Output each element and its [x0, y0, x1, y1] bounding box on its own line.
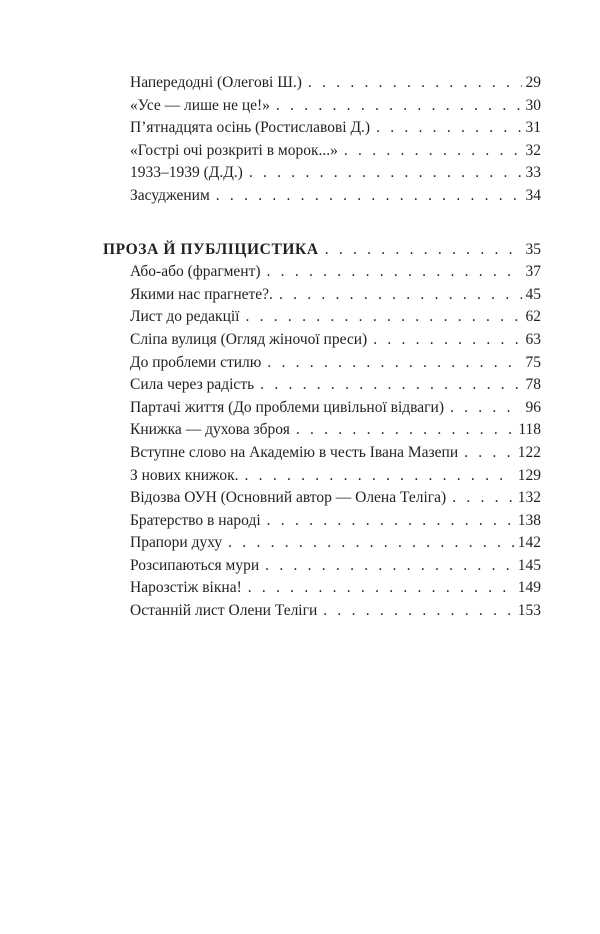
toc-entry — [130, 577, 541, 600]
dot-leader — [245, 306, 521, 329]
dot-leader — [267, 510, 514, 533]
toc-entry-page: 145 — [517, 556, 541, 574]
toc-entry — [130, 510, 541, 533]
toc-entry — [130, 140, 541, 163]
toc-entry-page: 78 — [525, 376, 541, 394]
toc-entry — [130, 306, 541, 329]
toc-entry-title: Прапори духу — [130, 534, 223, 552]
toc-entry-title: Вступне слово на Академію в честь Івана Мазепи — [130, 443, 459, 461]
toc-entry — [130, 600, 541, 623]
toc-entry-page: 32 — [525, 141, 541, 159]
toc-entry — [130, 555, 541, 578]
toc-entry-page: 149 — [517, 579, 541, 597]
toc-entry — [130, 442, 541, 465]
toc-entry-page: 122 — [517, 443, 541, 461]
toc-entry — [130, 284, 541, 307]
toc-entry — [130, 261, 541, 284]
dot-leader — [464, 442, 514, 465]
toc-entry-page: 132 — [517, 489, 541, 507]
dot-leader — [279, 284, 522, 307]
toc-entry — [130, 72, 541, 95]
toc-entry-title: Або-або (фрагмент) — [130, 263, 261, 281]
toc-entry-title: Якими нас прагнете?. — [130, 285, 273, 303]
dot-leader — [323, 600, 513, 623]
toc-entry — [130, 95, 541, 118]
toc-entry — [130, 532, 541, 555]
dot-leader — [267, 352, 521, 375]
dot-leader — [267, 261, 522, 284]
dot-leader — [248, 577, 514, 600]
toc-entry-title: «Усе — лише не це!» — [130, 96, 270, 114]
toc-entry-page: 31 — [525, 119, 541, 137]
dot-leader — [245, 465, 514, 488]
dot-leader — [373, 329, 521, 352]
dot-leader — [308, 72, 522, 95]
toc-entry-page: 153 — [517, 602, 541, 620]
toc-entry-page: 45 — [525, 285, 541, 303]
section-gap — [0, 208, 600, 239]
dot-leader — [296, 419, 514, 442]
toc-entry — [130, 185, 541, 208]
toc-entry — [130, 397, 541, 420]
dot-leader — [344, 140, 522, 163]
dot-leader — [216, 185, 522, 208]
toc-entry-page: 33 — [525, 164, 541, 182]
toc-entry-title: П’ятнадцята осінь (Ростиславові Д.) — [130, 119, 371, 137]
toc-entry-title: Напередодні (Олегові Ш.) — [130, 74, 302, 91]
toc-entry — [130, 374, 541, 397]
toc-entry-title: Розсипаються мури — [130, 556, 260, 574]
dot-leader — [249, 162, 522, 185]
toc-entry — [130, 465, 541, 488]
toc-entry-title: 1933–1939 (Д.Д.) — [130, 164, 243, 182]
toc-entry-page: 138 — [517, 511, 541, 529]
toc-section-heading — [103, 239, 541, 262]
toc-entry-title: Засудженим — [130, 186, 210, 204]
toc-entry-page: 34 — [525, 186, 541, 204]
toc-entry — [130, 419, 541, 442]
section-page: 35 — [525, 240, 541, 258]
toc-entry-title: Книжка — духова зброя — [130, 421, 290, 439]
toc-entry — [130, 117, 541, 140]
toc-entry-title: Нарозстіж вікна! — [130, 579, 242, 597]
toc-entry-title: Відозва ОУН (Основний автор — Олена Теліга) — [130, 489, 447, 507]
dot-leader — [325, 239, 522, 262]
toc-entry-page: 96 — [525, 398, 541, 416]
toc-entry-title: Братерство в народі — [130, 511, 261, 529]
toc-entry-page: 30 — [525, 96, 541, 114]
toc-entry-page: 142 — [517, 534, 541, 552]
dot-leader — [276, 95, 522, 118]
dot-leader — [452, 487, 514, 510]
dot-leader — [450, 397, 522, 420]
toc-entry-page: 75 — [525, 353, 541, 371]
section-title: ПРОЗА Й ПУБЛІЦИСТИКА — [103, 240, 319, 258]
toc-entry-page: 129 — [517, 466, 541, 484]
toc-entry-page: 29 — [525, 74, 541, 91]
toc-entry-title: Сила через радість — [130, 376, 255, 394]
toc-entry-title: Останній лист Олени Теліги — [130, 602, 318, 620]
toc-entry-title: До проблеми стилю — [130, 353, 262, 371]
toc-entry-title: «Гострі очі розкриті в морок...» — [130, 141, 338, 159]
toc-entry — [130, 352, 541, 375]
toc-entry-title: Лист до редакції — [130, 308, 240, 326]
table-of-contents — [0, 72, 600, 623]
dot-leader — [228, 532, 514, 555]
dot-leader — [260, 374, 521, 397]
toc-entry-page: 63 — [525, 330, 541, 348]
toc-entry — [130, 487, 541, 510]
toc-entry-title: Партачі життя (До проблеми цивільної відваги) — [130, 398, 444, 416]
dot-leader — [376, 117, 521, 140]
toc-entry-page: 62 — [525, 308, 541, 326]
toc-entry — [130, 162, 541, 185]
toc-entry-page: 37 — [525, 263, 541, 281]
toc-entry-title: Сліпа вулиця (Огляд жіночої преси) — [130, 330, 368, 348]
toc-entry-title: З нових книжок. — [130, 466, 239, 484]
toc-entry — [130, 329, 541, 352]
toc-entry-page: 118 — [518, 421, 541, 439]
dot-leader — [265, 555, 514, 578]
